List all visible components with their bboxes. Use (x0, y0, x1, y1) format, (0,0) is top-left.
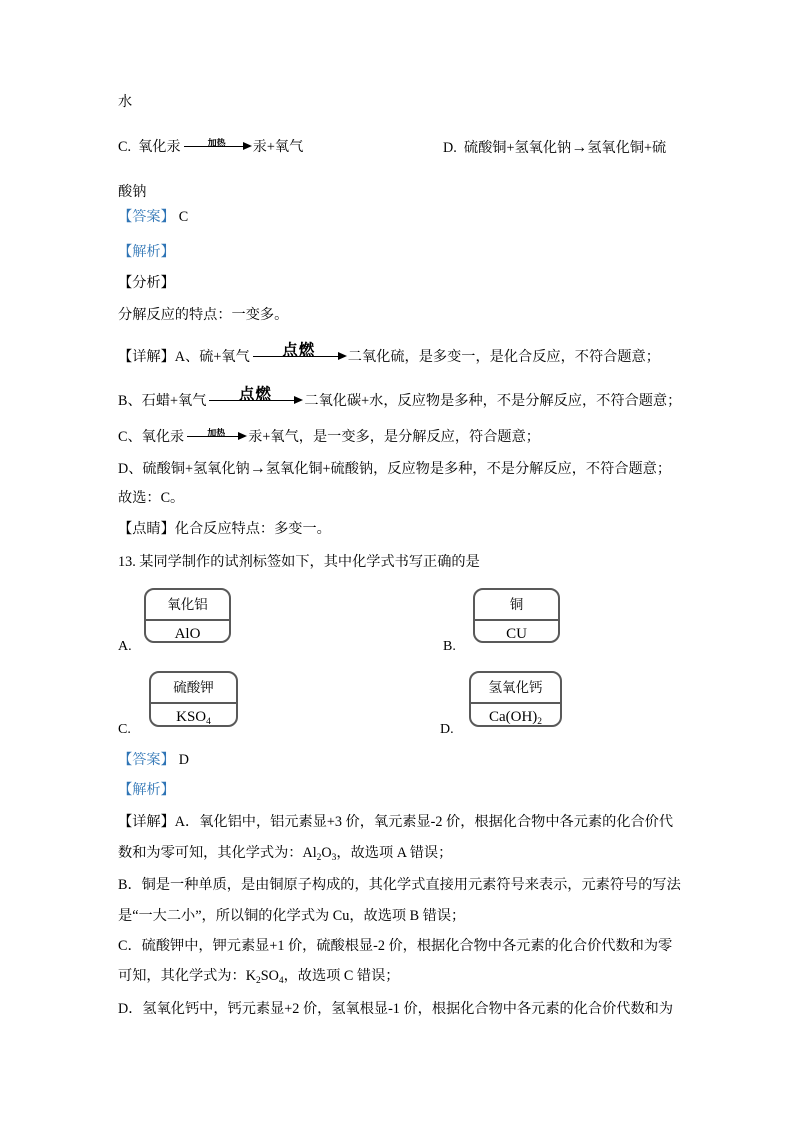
detail-text: ，故选项 C 错误； (283, 968, 400, 984)
detail-text: B．铜是一种单质，是由铜原子构成的，其化学式直接用元素符号来表示，元素符号的写法 (118, 877, 681, 893)
arrow-shaft (209, 400, 301, 401)
reagent-label-a (144, 588, 231, 643)
product-text: 汞+氧气 (252, 139, 304, 155)
detail-text: C．硫酸钾中，钾元素显+1 价，硫酸根显-2 价，根据化合物中各元素的化合价代数和为零 (118, 938, 673, 954)
q13-jiexi-line (118, 781, 175, 800)
formula-subscript: 2 (537, 716, 543, 727)
q12-answer-line (118, 208, 188, 227)
q13-answer-line (118, 751, 189, 770)
dianjing-tag: 【点睛】 (118, 521, 175, 537)
option-letter: D. (443, 140, 464, 156)
reactant-text: 硫酸铜+氢氧化钠 (463, 140, 572, 156)
formula-subscript: 4 (206, 716, 211, 727)
q12-fenxi-line (118, 274, 175, 293)
formula-part: SO (260, 968, 279, 984)
q12-option-d (443, 138, 666, 158)
wrap-text: 酸钠 (118, 184, 147, 200)
arrow-shaft (184, 146, 250, 147)
q12-detail-d (118, 459, 671, 479)
detail-text: 是“一大二小”，所以铜的化学式为 Cu，故选项 B 错误； (118, 908, 466, 924)
reactant-text: 氧化汞 (138, 139, 181, 155)
q13-option-c-letter: C. (118, 722, 131, 737)
q13-option-a-letter: A. (118, 639, 132, 654)
q12-dianjing-line (118, 520, 331, 539)
q12-option-c (118, 138, 303, 157)
reagent-name: 氢氧化钙 (488, 680, 543, 695)
jiexi-tag: 【解析】 (118, 782, 175, 798)
q12-jiexi-line (118, 243, 175, 262)
q13-option-b-letter: B. (443, 639, 456, 654)
detail-text: B、石蜡+氧气 (118, 393, 207, 409)
arrow-condition-label: 加热 (207, 138, 226, 148)
q13-stem (118, 553, 480, 572)
detail-text: D．氢氧化钙中，钙元素显+2 价，氢氧根显-1 价，根据化合物中各元素的化合价代数和为 (118, 1001, 674, 1017)
q12-detail-c (118, 428, 540, 447)
q13-detail-b-line2 (118, 907, 465, 926)
q13-option-d-letter: D. (440, 722, 454, 737)
detail-text: 汞+氧气，是一变多，是分解反应，符合题意； (248, 429, 540, 445)
q12-fenxi-text (118, 306, 288, 325)
detail-text: C、氧化汞 (118, 429, 185, 445)
answer-letter: D (178, 752, 190, 768)
q12-conclusion (118, 489, 184, 508)
formula-part: Al (302, 845, 317, 861)
arrow-condition-label: 点燃 (238, 385, 272, 403)
detail-text: A．氧化铝中，铝元素显+3 价，氧元素显-2 价，根据化合物中各元素的化合价代 (174, 814, 674, 830)
formula-subscript: 4 (278, 976, 284, 986)
q13-detail-c-line1 (118, 937, 672, 956)
arrow-shaft (253, 356, 345, 357)
detail-text: 二氧化碳+水，反应物是多种，不是分解反应，不符合题意； (304, 393, 682, 409)
formula-main: AlO (174, 625, 201, 642)
formula-part: O (321, 845, 332, 861)
q13-detail-b-line1 (118, 876, 681, 895)
formula-subscript: 2 (316, 853, 322, 863)
reagent-name: 硫酸钾 (173, 680, 214, 695)
xiangjie-tag: 【详解】 (118, 814, 175, 830)
arrow-shaft (187, 436, 245, 437)
product-text: 氢氧化铜+硫 (587, 140, 667, 156)
q12-option-b-wrap (118, 93, 132, 112)
wrap-text: 水 (118, 94, 133, 110)
question-stem: 13. 某同学制作的试剂标签如下，其中化学式书写正确的是 (118, 554, 480, 570)
formula-subscript: 2 (255, 976, 261, 986)
formula-part: K (245, 968, 256, 984)
conclusion-text: 故选：C。 (118, 490, 185, 506)
reagent-label-c (149, 671, 238, 727)
jiexi-tag: 【解析】 (118, 244, 175, 260)
q13-detail-a-line1 (118, 813, 673, 832)
formula-main: CU (506, 625, 527, 642)
reaction-arrow (187, 428, 245, 441)
dianjing-body: 化合反应特点：多变一。 (174, 521, 331, 537)
detail-text: 可知，其化学式为： (118, 968, 246, 984)
reagent-label-b (473, 588, 560, 643)
detail-text: 数和为零可知，其化学式为： (118, 845, 303, 861)
detail-text: 氢氧化铜+硫酸钠，反应物是多种，不是分解反应，不符合题意； (265, 461, 672, 477)
reagent-formula (146, 619, 229, 652)
bold-arrow: → (571, 139, 588, 156)
formula-subscript: 3 (331, 853, 337, 863)
detail-text: ，故选项 A 错误； (336, 845, 453, 861)
q12-detail-a (118, 341, 660, 367)
reagent-name: 铜 (509, 597, 524, 612)
fenxi-tag: 【分析】 (118, 275, 175, 291)
q13-detail-a-line2 (118, 844, 452, 868)
reaction-arrow (184, 138, 250, 151)
q13-detail-d-line1 (118, 1000, 673, 1019)
answer-letter: C (178, 209, 189, 225)
answer-tag: 【答案】 (118, 209, 175, 225)
detail-text: D、硫酸铜+氢氧化钠 (118, 461, 250, 477)
q12-detail-b (118, 385, 682, 411)
q13-detail-c-line2 (118, 967, 399, 991)
answer-tag: 【答案】 (118, 752, 175, 768)
q12-option-d-wrap (118, 183, 146, 202)
bold-arrow: → (249, 460, 266, 477)
reagent-formula (151, 702, 236, 735)
reaction-arrow (253, 341, 345, 361)
xiangjie-tag: 【详解】 (118, 349, 175, 365)
reagent-formula (475, 619, 558, 652)
reagent-name: 氧化铝 (167, 597, 208, 612)
formula-main: Ca(OH) (488, 708, 538, 725)
option-letter: C. (118, 139, 139, 155)
reagent-formula (471, 702, 560, 735)
arrow-condition-label: 加热 (207, 428, 226, 438)
reagent-label-d (469, 671, 562, 727)
reaction-arrow (209, 385, 301, 405)
detail-text: A、硫+氧气 (174, 349, 250, 365)
formula-main: KSO (176, 708, 207, 725)
arrow-condition-label: 点燃 (282, 341, 316, 359)
fenxi-body: 分解反应的特点：一变多。 (118, 307, 289, 323)
detail-text: 二氧化硫，是多变一，是化合反应，不符合题意； (347, 349, 660, 365)
